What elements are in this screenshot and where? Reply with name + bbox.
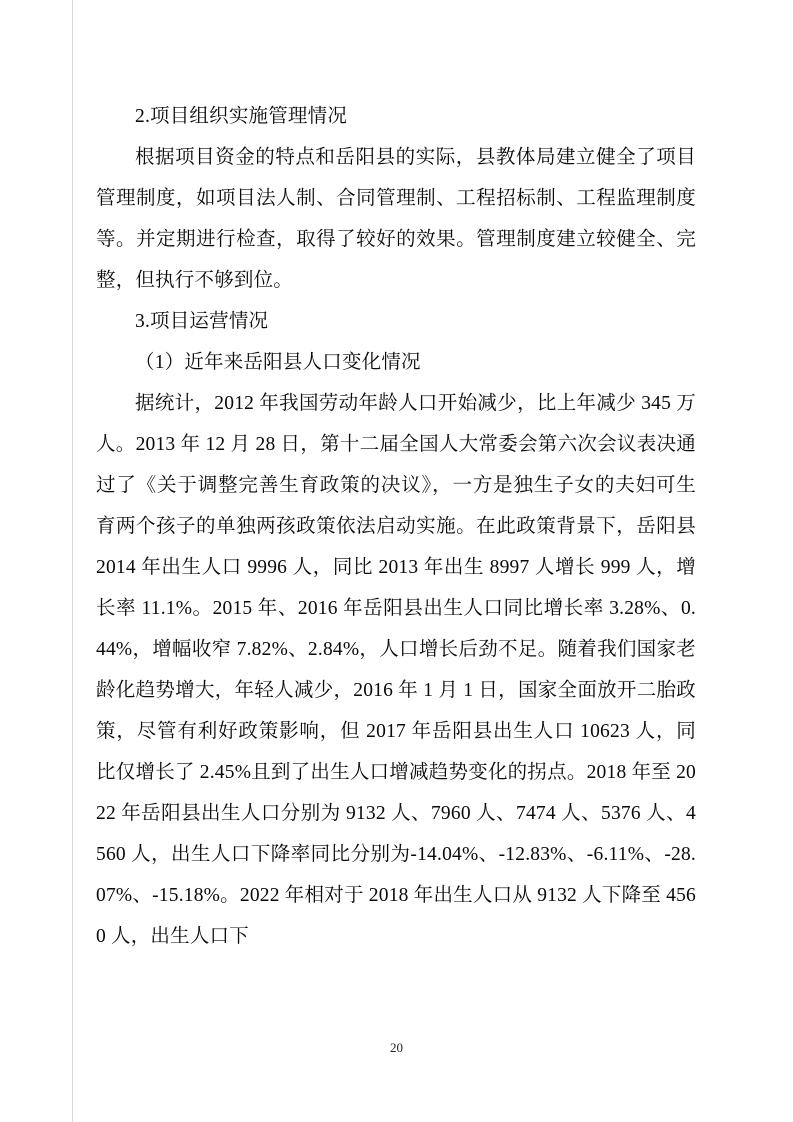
paragraph-subheading-1: （1）近年来岳阳县人口变化情况	[135, 352, 421, 373]
page-content	[96, 96, 696, 957]
paragraph-population-body: 据统计，2012 年我国劳动年龄人口开始减少，比上年减少 345 万人。2013 年 12 月 28 日，第十二届全国人大常委会第六次会议表决通过了《关于调整完善生育政策的决议》，一方是独生子女的夫妇可生育两个孩子的单独两孩政策依法启动实施。在此政策背景下，岳阳县 2014 年出生人口 9996 人，同比 2013 年出生 8997 人增长 999 人，增长率 11.1%。2015 年、2016 年岳阳县出生人口同比增长率 3.28%、0.44%，增幅收窄 7.82%、2.84%，人口增长后劲不足。随着我们国家老龄化趋势增大，年轻人减少，2016 年 1 月 1 日，国家全面放开二胎政策，尽管有利好政策影响，但 2017 年岳阳县出生人口 10623 人，同比仅增长了 2.45%且到了出生人口增减趋势变化的拐点。2018 年至 2022 年岳阳县出生人口分别为 9132 人、7960 人、7474 人、5376 人、4560 人，出生人口下降率同比分别为-14.04%、-12.83%、-6.11%、-28.07%、-15.18%。2022 年相对于 2018 年出生人口从 9132 人下降至 4560 人，出生人口下	[96, 393, 696, 947]
paragraph-management-body: 根据项目资金的特点和岳阳县的实际，县教体局建立健全了项目管理制度，如项目法人制、合同管理制、工程招标制、工程监理制度等。并定期进行检查，取得了较好的效果。管理制度建立较健全、完整，但执行不够到位。	[96, 147, 696, 291]
paragraph-heading-3: 3.项目运营情况	[135, 311, 269, 332]
page-number: 20	[390, 1040, 403, 1055]
paragraph-heading-2: 2.项目组织实施管理情况	[135, 106, 348, 127]
page-margin-rule	[72, 0, 73, 1122]
